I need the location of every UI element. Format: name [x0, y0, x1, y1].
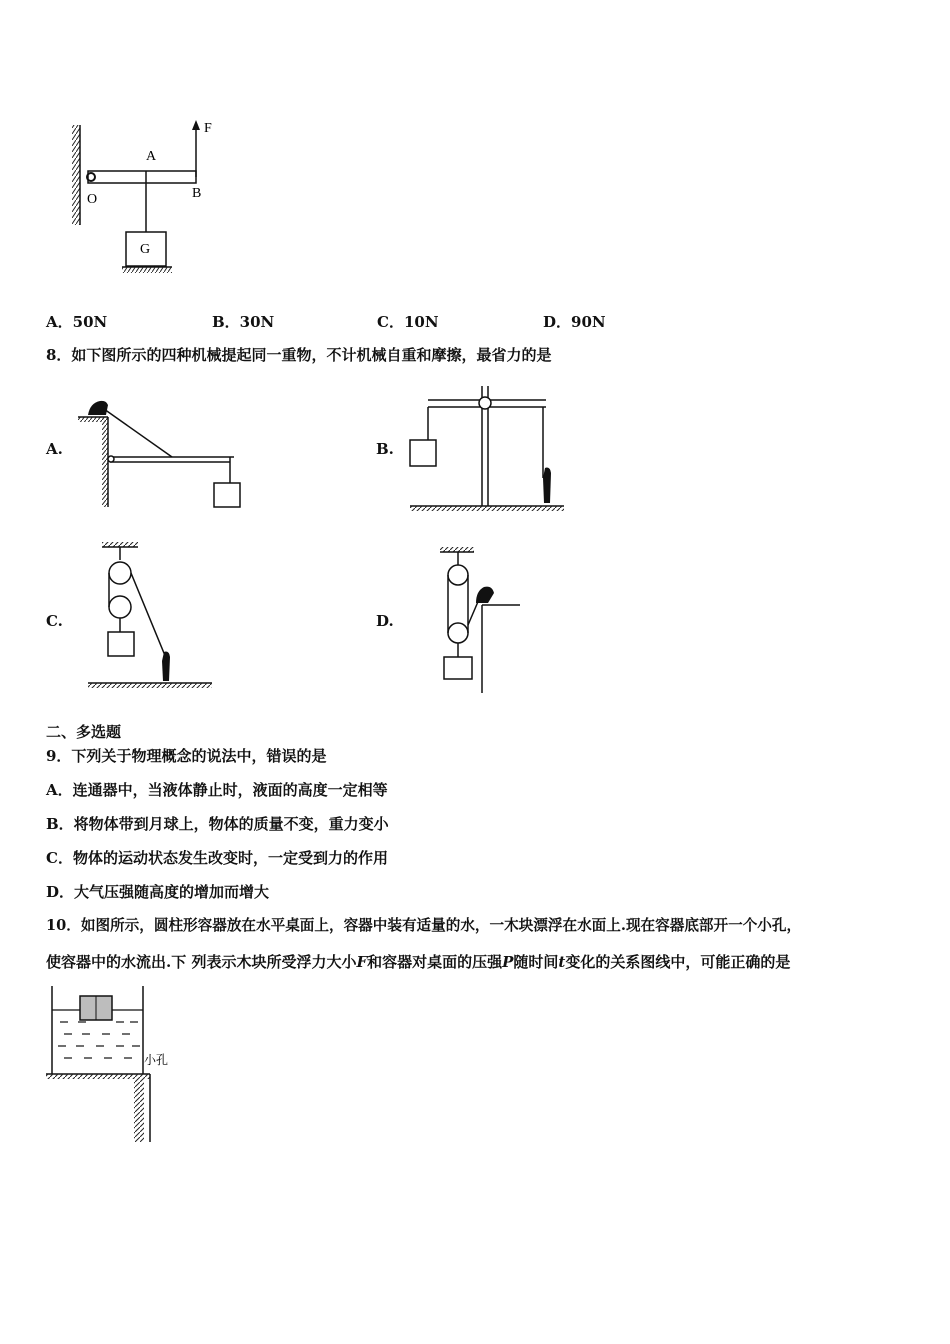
q10-line2-part2: 和容器对桌面的压强: [367, 953, 503, 971]
section-title: 二、多选题: [46, 723, 122, 741]
q10-line2: [46, 952, 790, 972]
q7-option-c: C．10N: [377, 313, 439, 331]
q9-stem: 9．下列关于物理概念的说法中，错误的是: [46, 747, 327, 765]
person-icon: [543, 468, 551, 503]
q9-option-c: C．物体的运动状态发生改变时，一定受到力的作用: [46, 849, 388, 867]
q10-line2-part1: 使容器中的水流出.下 列表示木块所受浮力大小: [46, 953, 357, 971]
q8-label-d: D.: [376, 612, 394, 630]
q9-option-b: B．将物体带到月球上，物体的质量不变，重力变小: [46, 815, 389, 833]
person-icon: [162, 652, 170, 681]
label-o: O: [87, 192, 98, 207]
q10-line2-part3: 随时间: [513, 953, 559, 971]
wall: [72, 125, 80, 225]
q10-container-figure: [40, 982, 190, 1147]
ground-hatch: [122, 267, 172, 273]
lever-bar: [88, 171, 196, 183]
q8-label-b: B.: [376, 440, 394, 458]
lever-figure: [60, 110, 230, 285]
q9-option-a: A．连通器中，当液体静止时，液面的高度一定相等: [46, 781, 388, 799]
q9-option-d: D．大气压强随高度的增加而增大: [46, 883, 270, 901]
hole-label: 小孔: [144, 1053, 169, 1067]
person-icon: [88, 401, 108, 415]
q8-label-c: C.: [46, 612, 63, 630]
q8-figure-b: [400, 378, 575, 518]
label-a: A: [146, 149, 157, 164]
q7-option-b: B．30N: [212, 313, 275, 331]
water-dashes: [58, 1022, 140, 1058]
q10-line2-part4: 变化的关系图线中，可能正确的是: [565, 953, 791, 971]
q8-figure-a: [74, 385, 254, 515]
q10-var-p: P: [502, 953, 514, 971]
q10-var-t: t: [558, 953, 566, 971]
q8-figure-d: [420, 545, 530, 695]
q8-figure-c: [80, 540, 220, 695]
q7-option-d: D．90N: [543, 313, 606, 331]
q8-stem: 8．如下图所示的四种机械提起同一重物，不计机械自重和摩擦，最省力的是: [46, 346, 552, 364]
q7-option-a: A．50N: [46, 313, 108, 331]
label-b: B: [192, 186, 202, 201]
label-f: F: [204, 121, 212, 136]
force-arrowhead: [192, 120, 200, 130]
q8-label-a: A.: [46, 440, 63, 458]
q10-line1: 10．如图所示，圆柱形容器放在水平桌面上，容器中装有适量的水，一木块漂浮在水面上.现在容器底部开一个小孔，: [46, 917, 802, 934]
label-g: G: [140, 242, 151, 257]
q10-var-f: F: [356, 953, 368, 971]
